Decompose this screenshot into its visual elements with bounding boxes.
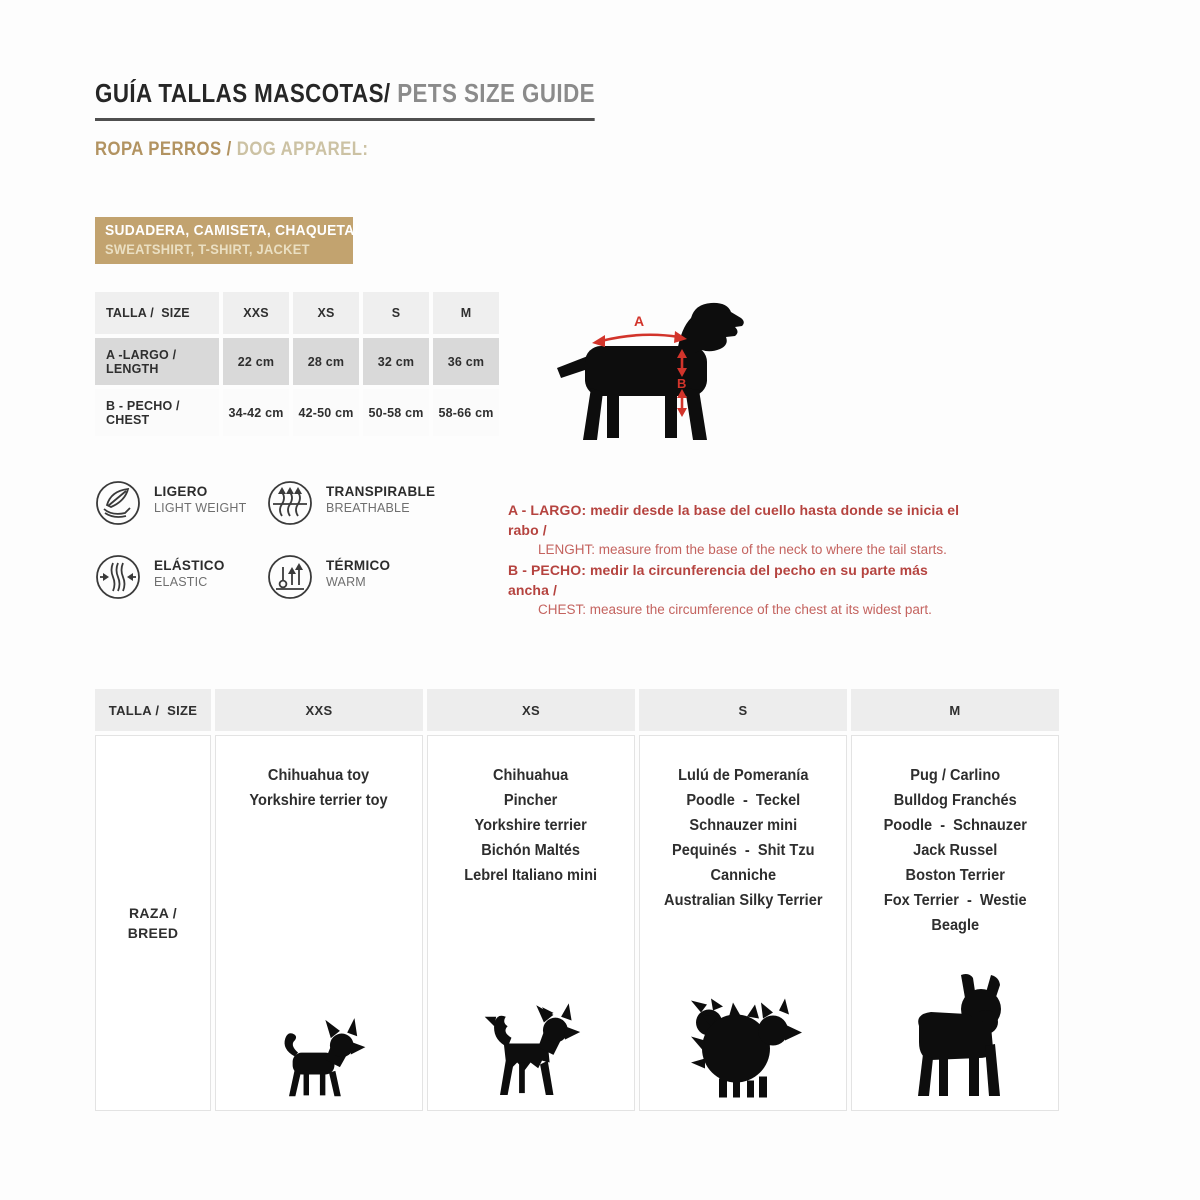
breed-list-s bbox=[664, 763, 822, 913]
category-line-spanish: SUDADERA, CAMISETA, CHAQUETA/ bbox=[105, 222, 359, 239]
breed-row-label-line1: RAZA / bbox=[129, 905, 177, 921]
feature-title: LIGERO bbox=[154, 484, 208, 499]
breed-item: Canniche bbox=[710, 867, 776, 884]
note-largo-spanish: A - LARGO: medir desde la base del cuello hasta donde se inicia el rabo / bbox=[508, 502, 960, 538]
breathable-icon bbox=[267, 480, 313, 526]
elastic-icon bbox=[95, 554, 141, 600]
chihuahua-silhouette-icon bbox=[269, 1015, 369, 1103]
french-bulldog-silhouette-icon bbox=[895, 971, 1015, 1103]
title-english: PETS SIZE GUIDE bbox=[390, 78, 595, 108]
feature-title: ELÁSTICO bbox=[154, 558, 225, 573]
thermal-icon bbox=[267, 554, 313, 600]
diagram-label-a: A bbox=[634, 313, 645, 329]
breed-item: Boston Terrier bbox=[905, 867, 1005, 884]
header-cell-m: M bbox=[433, 292, 499, 334]
page-title bbox=[95, 78, 676, 121]
note-chest-english: CHEST: measure the circumference of the chest at its widest part. bbox=[538, 602, 932, 617]
note-length-english: LENGHT: measure from the base of the neck to where the tail starts. bbox=[538, 542, 947, 557]
breed-header-s: S bbox=[639, 689, 847, 731]
category-line-english: SWEATSHIRT, T-SHIRT, JACKET bbox=[105, 241, 310, 257]
breed-list-xs bbox=[465, 763, 598, 888]
breed-item: Fox Terrier - Westie bbox=[883, 892, 1027, 909]
breed-list-xxs bbox=[250, 763, 388, 813]
diagram-label-b: B bbox=[677, 376, 687, 391]
feature-thermal bbox=[267, 554, 477, 600]
breed-item: Lebrel Italiano mini bbox=[464, 867, 598, 884]
breed-item: Schnauzer mini bbox=[689, 817, 797, 834]
note-pecho-spanish: B - PECHO: medir la circunferencia del pecho en su parte más ancha / bbox=[508, 562, 928, 598]
header-cell-s: S bbox=[363, 292, 429, 334]
header-cell-xxs: XXS bbox=[223, 292, 289, 334]
length-row bbox=[95, 338, 499, 385]
title-spanish: GUÍA TALLAS MASCOTAS/ bbox=[95, 78, 391, 108]
feature-breathable bbox=[267, 480, 477, 526]
breed-row-label-cell bbox=[95, 735, 211, 1111]
measurement-table bbox=[91, 288, 503, 440]
breed-item: Pincher bbox=[504, 792, 558, 809]
breed-header-xs: XS bbox=[427, 689, 635, 731]
length-xs: 28 cm bbox=[293, 338, 359, 385]
labrador-silhouette-icon bbox=[545, 298, 775, 448]
feature-title: TRANSPIRABLE bbox=[326, 484, 436, 499]
breed-item: Poodle - Teckel bbox=[686, 792, 800, 809]
breed-item: Jack Russel bbox=[912, 842, 998, 859]
breed-item: Pug / Carlino bbox=[910, 767, 1000, 784]
category-banner bbox=[95, 217, 359, 264]
breed-item: Beagle bbox=[931, 917, 979, 934]
feature-subtitle: BREATHABLE bbox=[326, 501, 410, 515]
measuring-diagram bbox=[545, 298, 775, 448]
feature-list bbox=[95, 480, 477, 600]
breed-item: Pequinés - Shit Tzu bbox=[671, 842, 815, 859]
breed-row-label-line2: BREED bbox=[127, 925, 179, 941]
breed-cell-m bbox=[851, 735, 1059, 1111]
breed-table-body-row bbox=[95, 735, 1059, 1111]
feature-lightweight bbox=[95, 480, 267, 526]
breed-item: Lulú de Pomeranía bbox=[677, 767, 809, 784]
long-haired-chihuahua-silhouette-icon bbox=[479, 1003, 584, 1103]
measuring-notes bbox=[508, 500, 968, 620]
feature-subtitle: LIGHT WEIGHT bbox=[154, 501, 247, 515]
breed-item: Yorkshire terrier toy bbox=[249, 792, 389, 809]
breed-cell-xs bbox=[427, 735, 635, 1111]
feature-title: TÉRMICO bbox=[326, 558, 391, 573]
chest-s: 50-58 cm bbox=[363, 389, 429, 436]
breed-cell-xxs bbox=[215, 735, 423, 1111]
length-s: 32 cm bbox=[363, 338, 429, 385]
breed-item: Poodle - Schnauzer bbox=[883, 817, 1027, 834]
subtitle-spanish: ROPA PERROS / bbox=[95, 139, 232, 160]
length-row-label: A -LARGO / LENGTH bbox=[95, 338, 219, 385]
breed-cell-s bbox=[639, 735, 847, 1111]
breed-item: Australian Silky Terrier bbox=[663, 892, 823, 909]
breed-list-m bbox=[883, 763, 1026, 938]
subtitle-english: DOG APPAREL: bbox=[231, 139, 369, 160]
section-subtitle bbox=[95, 139, 406, 161]
feather-hand-icon bbox=[95, 480, 141, 526]
breed-header-xxs: XXS bbox=[215, 689, 423, 731]
feature-elastic bbox=[95, 554, 267, 600]
chest-row bbox=[95, 389, 499, 436]
chest-xs: 42-50 cm bbox=[293, 389, 359, 436]
header-cell-talla-size: TALLA / SIZE bbox=[95, 292, 219, 334]
breed-item: Chihuahua toy bbox=[268, 767, 370, 784]
breed-header-m: M bbox=[851, 689, 1059, 731]
pomeranian-silhouette-icon bbox=[681, 995, 806, 1103]
breed-table bbox=[91, 685, 1063, 1115]
header-cell-xs: XS bbox=[293, 292, 359, 334]
chest-m: 58-66 cm bbox=[433, 389, 499, 436]
feature-subtitle: ELASTIC bbox=[154, 575, 208, 589]
length-xxs: 22 cm bbox=[223, 338, 289, 385]
breed-item: Chihuahua bbox=[493, 767, 569, 784]
length-m: 36 cm bbox=[433, 338, 499, 385]
chest-row-label: B - PECHO / CHEST bbox=[95, 389, 219, 436]
breed-item: Bulldog Franchés bbox=[893, 792, 1017, 809]
chest-xxs: 34-42 cm bbox=[223, 389, 289, 436]
breed-header-talla-size: TALLA / SIZE bbox=[95, 689, 211, 731]
breed-table-header-row bbox=[95, 689, 1059, 731]
measurement-table-header-row bbox=[95, 292, 499, 334]
feature-subtitle: WARM bbox=[326, 575, 366, 589]
breed-item: Yorkshire terrier bbox=[474, 817, 588, 834]
breed-item: Bichón Maltés bbox=[481, 842, 581, 859]
